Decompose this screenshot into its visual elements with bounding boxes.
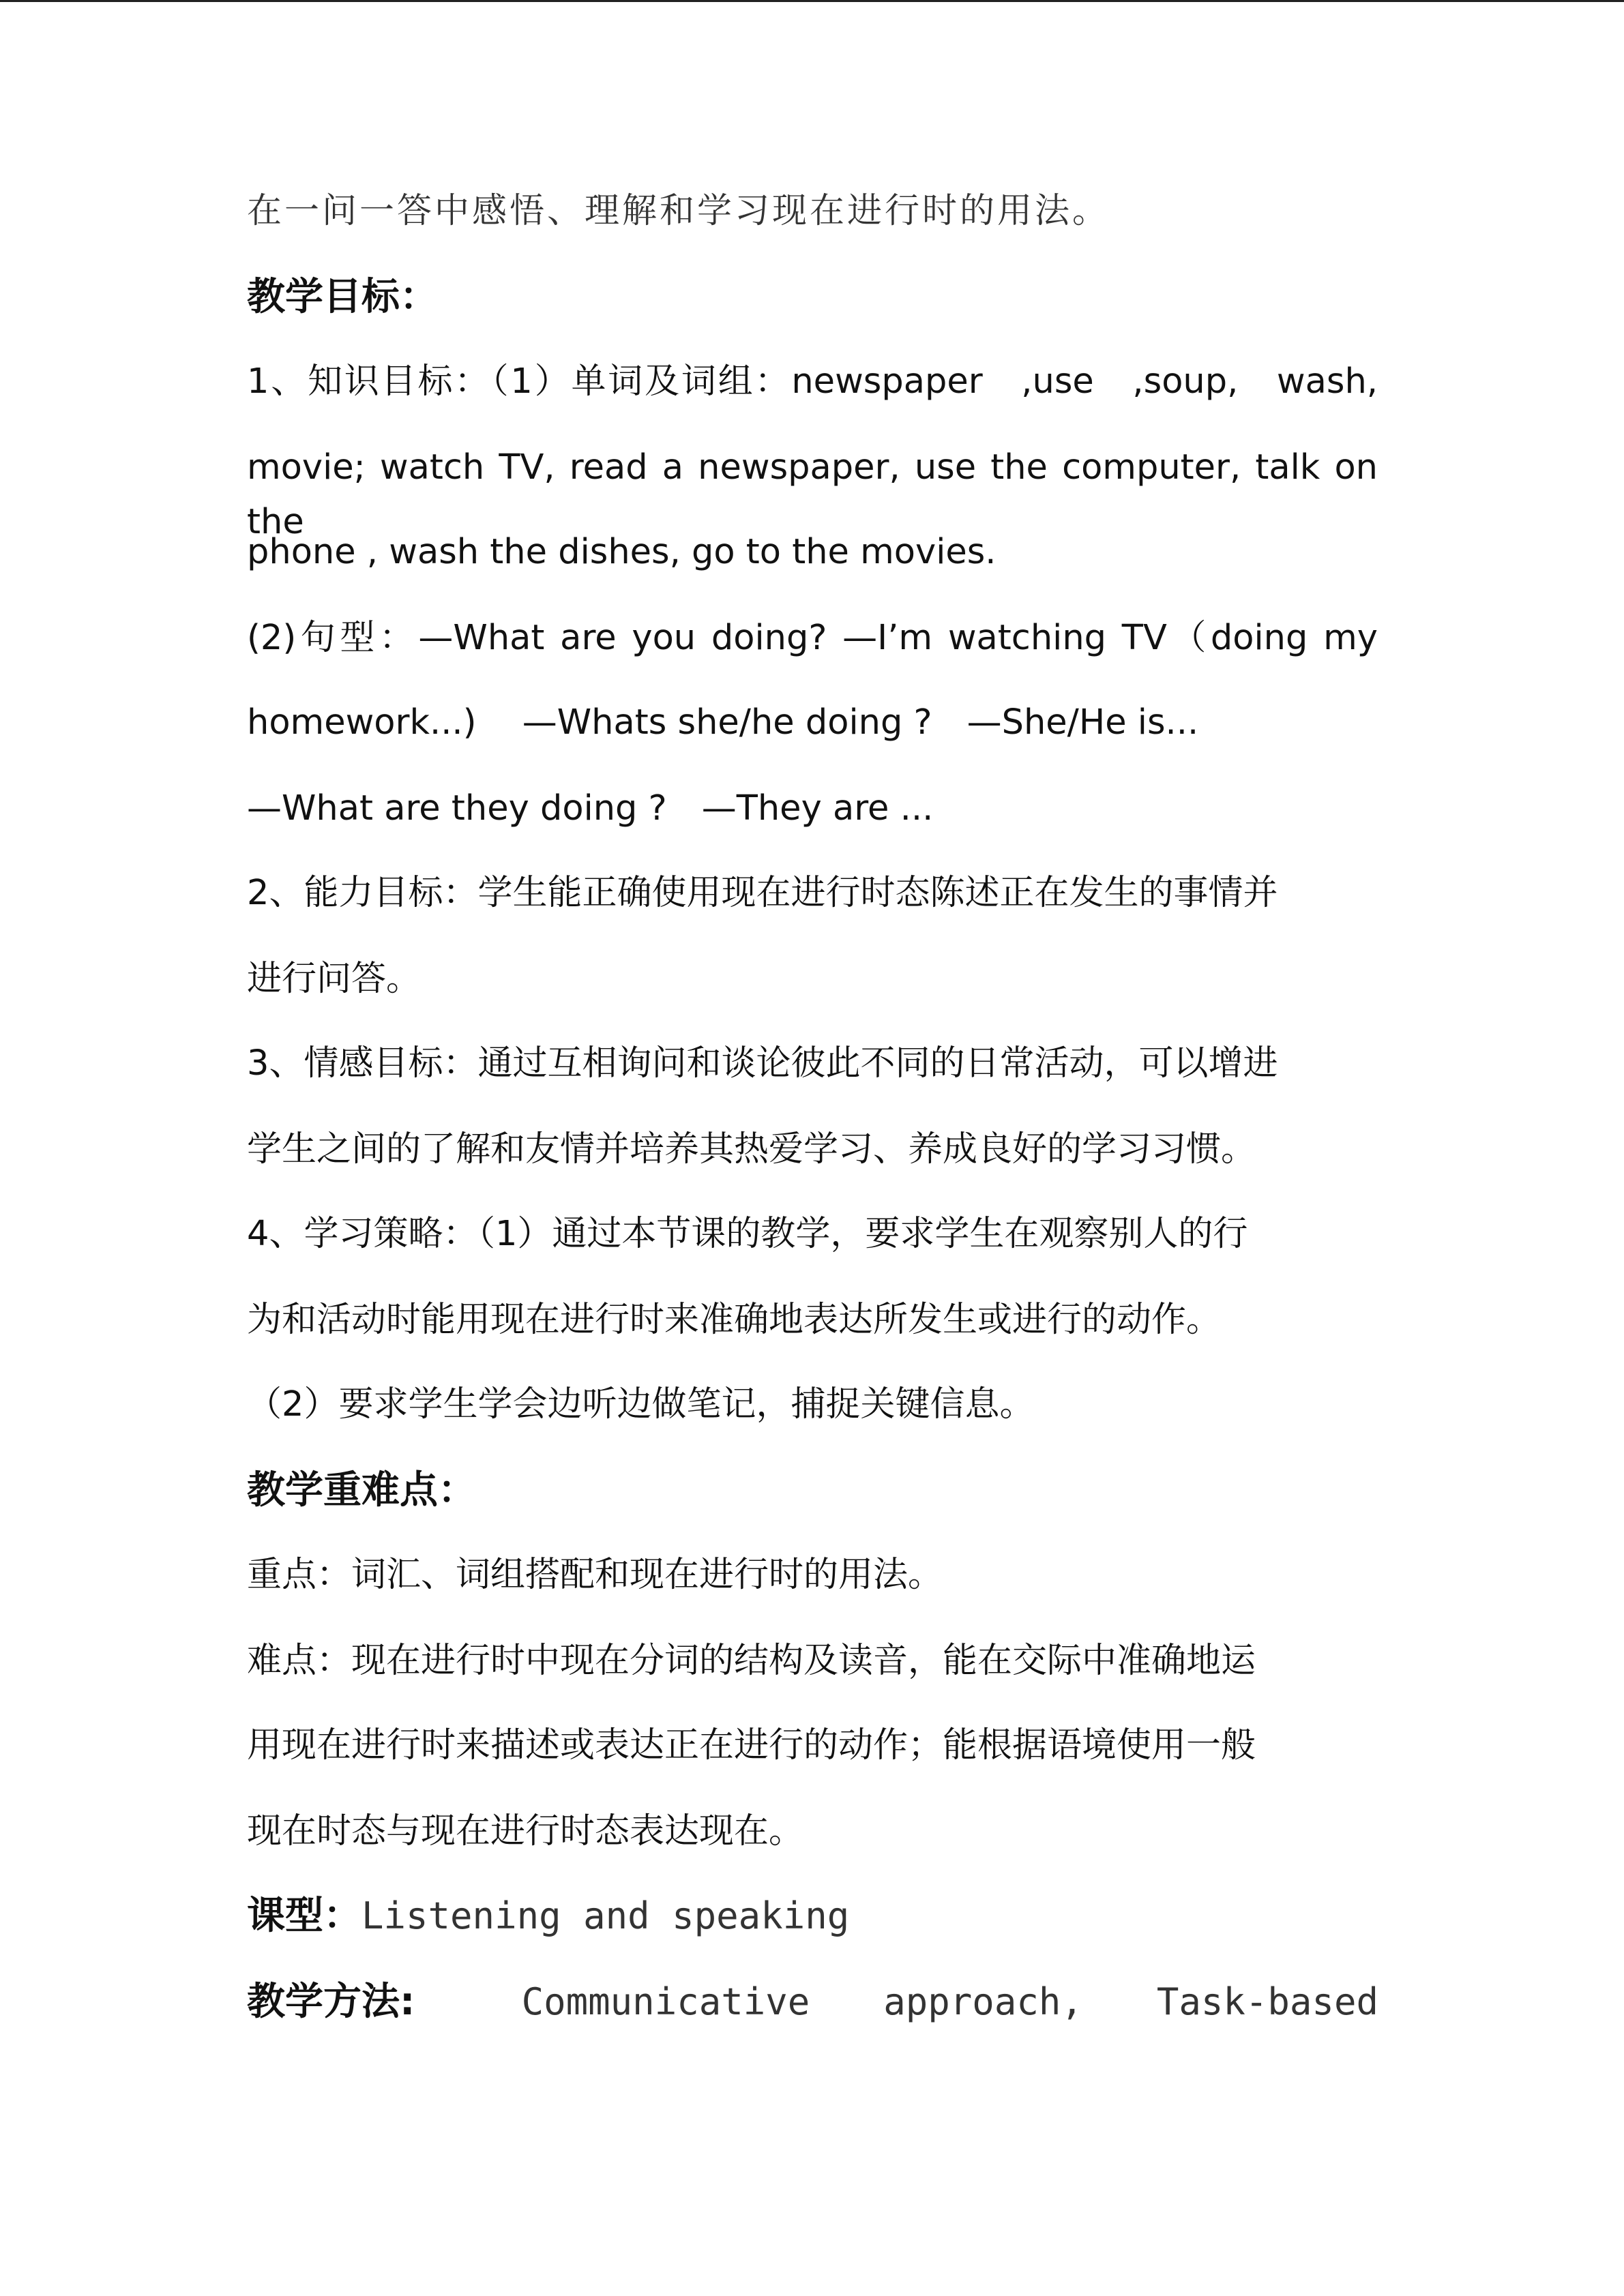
sentence-pattern-line-3: —What are they doing ? —They are ...: [247, 788, 934, 829]
page-top-border: [0, 0, 1624, 2]
difficult-point-line-3: 现在时态与现在进行时态表达现在。: [247, 1811, 804, 1851]
sentence-pattern-line-2: homework...) —Whats she/he doing ? —She/He is...: [247, 702, 1199, 743]
emotion-objective-line-1: 3、情感目标：通过互相询问和谈论彼此不同的日常活动，可以增进: [247, 1043, 1278, 1084]
section-heading-key-points: 教学重难点：: [247, 1468, 476, 1512]
lesson-type-line: [247, 1889, 1378, 1945]
intro-line: 在一问一答中感悟、理解和学习现在进行时的用法。: [247, 191, 1110, 231]
lesson-type-label: 课型：: [247, 1894, 361, 1938]
emotion-objective-line-2: 学生之间的了解和友情并培养其热爱学习、养成良好的学习习惯。: [247, 1129, 1256, 1169]
teaching-method-line: [247, 1975, 1378, 2031]
learning-strategy-line-3: （2）要求学生学会边听边做笔记，捕捉关键信息。: [247, 1384, 1035, 1425]
knowledge-objective-line-1: 1、知识目标：（1）单词及词组：newspaper ,use ,soup, wash,: [247, 361, 1378, 402]
knowledge-objective-line-3: phone , wash the dishes, go to the movies.: [247, 532, 996, 572]
teaching-method-label: 教学方法:: [247, 1980, 415, 2024]
difficult-point-line-2: 用现在进行时来描述或表达正在进行的动作；能根据语境使用一般: [247, 1725, 1256, 1765]
ability-objective-line-2: 进行问答。: [247, 959, 422, 999]
learning-strategy-line-2: 为和活动时能用现在进行时来准确地表达所发生或进行的动作。: [247, 1300, 1222, 1340]
knowledge-objective-line-2: movie; watch TV, read a newspaper, use the computer, talk on the: [247, 447, 1378, 542]
ability-objective-line-1: 2、能力目标：学生能正确使用现在进行时态陈述正在发生的事情并: [247, 873, 1278, 913]
sentence-pattern-line-1: (2)句型：—What are you doing? —I’m watching TV（doing my: [247, 618, 1378, 658]
lesson-type-value: Listening and speaking: [361, 1894, 850, 1937]
section-heading-teaching-objectives: 教学目标：: [247, 275, 438, 319]
teaching-method-value: Communicative approach, Task-based: [521, 1980, 1378, 2023]
key-point-line: 重点：词汇、词组搭配和现在进行时的用法。: [247, 1555, 943, 1595]
difficult-point-line-1: 难点：现在进行时中现在分词的结构及读音，能在交际中准确地运: [247, 1641, 1256, 1681]
learning-strategy-line-1: 4、学习策略：（1）通过本节课的教学，要求学生在观察别人的行: [247, 1214, 1248, 1254]
